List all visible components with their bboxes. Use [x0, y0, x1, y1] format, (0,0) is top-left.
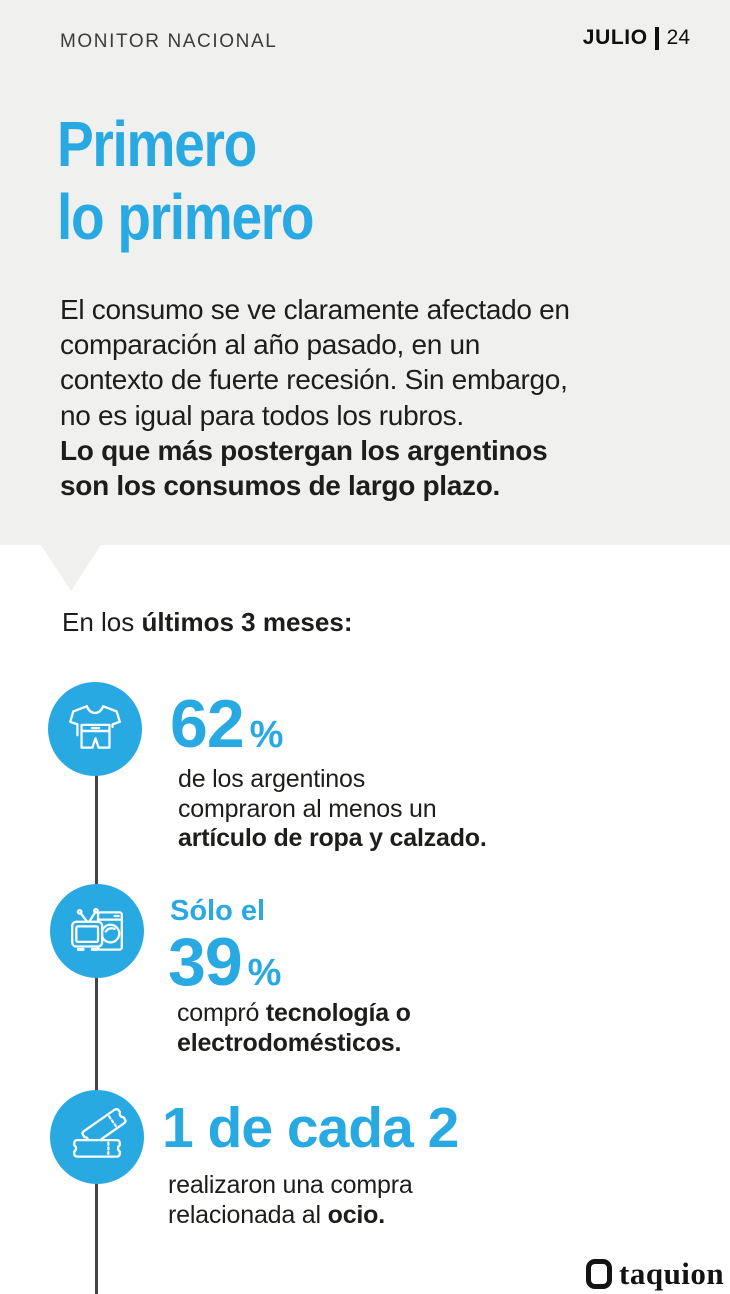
section-label: [62, 607, 352, 638]
section-label-bold: últimos 3 meses:: [141, 607, 353, 637]
stat-desc-2: [177, 999, 411, 1058]
stat-desc-bold: tecnología o: [265, 999, 411, 1027]
tickets-icon: [66, 1106, 128, 1168]
stat-desc-line: realizaron una compra: [168, 1171, 413, 1199]
intro-line: El consumo se ve claramente afectado en: [60, 294, 570, 325]
intro-line: comparación al año pasado, en un: [60, 329, 481, 361]
taquion-logo-text: taquion: [619, 1256, 725, 1291]
stat-value-1: [170, 686, 284, 762]
tv-washing-machine-icon: [66, 900, 128, 962]
stat-desc-line: [177, 999, 411, 1029]
stat-desc-regular: relacionada al: [168, 1200, 321, 1229]
title-line-1: Primero: [57, 108, 256, 180]
stat-unit: %: [249, 714, 284, 756]
section-label-regular: En los: [62, 607, 135, 637]
stat-desc-bold-line: artículo de ropa y calzado.: [178, 824, 487, 852]
stat-unit: %: [247, 952, 282, 994]
intro-line: no es igual para todos los rubros.: [60, 399, 464, 431]
stat-label-2: Sólo el: [170, 895, 266, 927]
issue-date: [583, 26, 690, 50]
stat-value-2: [168, 924, 282, 1000]
timeline-line: [95, 729, 98, 1294]
stat-desc-bold: ocio.: [327, 1200, 385, 1229]
brand-label: MONITOR NACIONAL: [60, 31, 278, 52]
stat-desc-line: de los argentinos: [178, 765, 366, 793]
hero-notch: [41, 545, 101, 591]
title-line-2: lo primero: [57, 181, 314, 253]
page-title: [57, 108, 313, 254]
intro-bold-line: son los consumos de largo plazo.: [60, 470, 501, 502]
stat-desc-line: compraron al menos un: [178, 794, 437, 823]
stat-number: 62: [170, 686, 244, 762]
taquion-logo-icon: [586, 1259, 612, 1289]
intro-bold-line: Lo que más postergan los argentinos: [60, 434, 548, 466]
stat-desc-line: [168, 1201, 413, 1231]
issue-month: JULIO: [582, 26, 648, 49]
stat-circle-leisure: [50, 1090, 144, 1184]
date-separator-bar: [655, 27, 659, 50]
stat-desc-bold-line: electrodomésticos.: [177, 1028, 402, 1057]
stat-circle-clothing: [48, 682, 142, 776]
taquion-logo: [586, 1256, 724, 1292]
clothing-icon: [64, 698, 126, 760]
intro-line: contexto de fuerte recesión. Sin embargo,: [60, 364, 568, 396]
stat-desc-3: [168, 1171, 413, 1230]
stat-desc-1: [178, 765, 487, 854]
stat-desc-regular: compró: [177, 999, 260, 1027]
stat-number: 39: [168, 924, 242, 1000]
stat-value-3: 1 de cada 2: [162, 1096, 459, 1160]
intro-paragraph: [60, 292, 570, 503]
issue-year: 24: [666, 26, 690, 49]
stat-circle-tech: [50, 884, 144, 978]
